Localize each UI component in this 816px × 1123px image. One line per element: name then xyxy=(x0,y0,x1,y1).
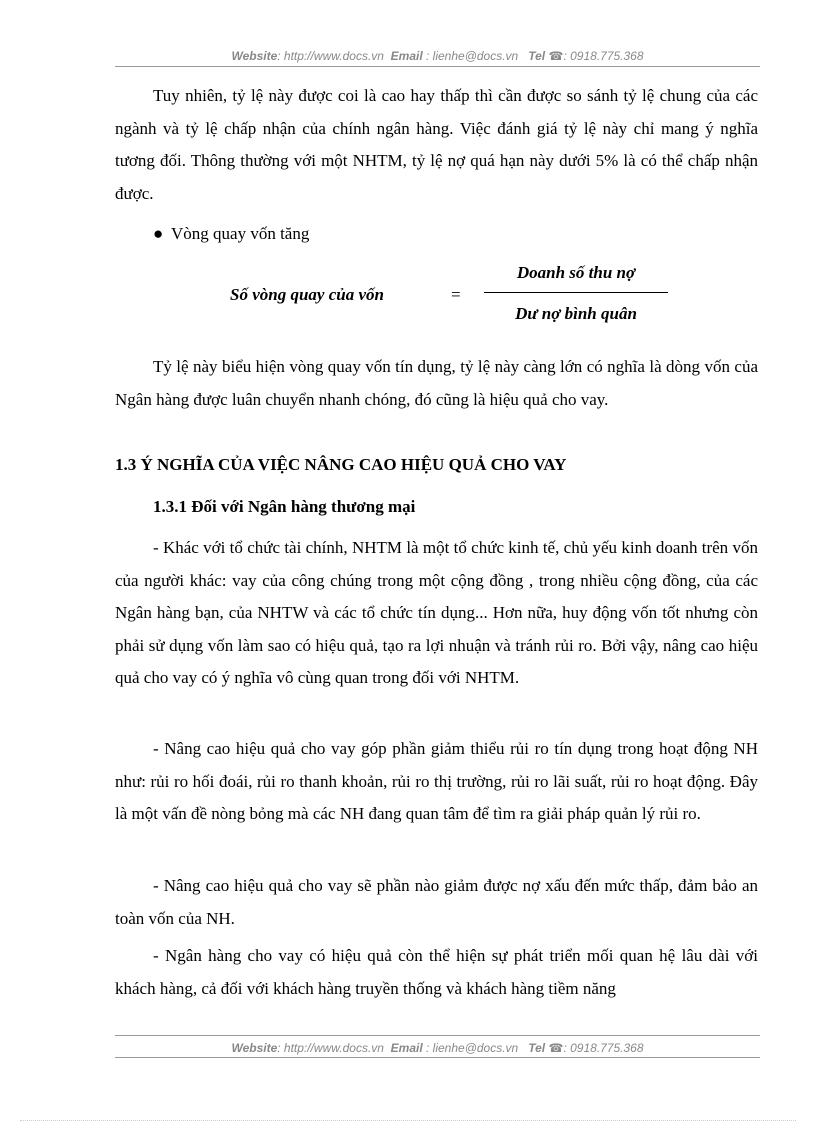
header-email-address[interactable]: : lienhe@docs.vn xyxy=(426,49,519,63)
footer-email-address[interactable]: : lienhe@docs.vn xyxy=(426,1041,519,1055)
section-heading: 1.3 Ý NGHĨA CỦA VIỆC NÂNG CAO HIỆU QUẢ CHO VAY xyxy=(115,455,567,474)
subsection-heading: 1.3.1 Đối với Ngân hàng thương mại xyxy=(153,497,416,516)
header-website-label: Website xyxy=(231,49,278,63)
page-edge-divider xyxy=(20,1120,796,1121)
footer-website-url[interactable]: : http://www.docs.vn xyxy=(277,1041,384,1055)
header-email-label: Email xyxy=(390,49,423,63)
phone-icon: ☎ xyxy=(548,49,564,63)
formula-fraction-bar xyxy=(484,292,668,293)
formula-left-side: Số vòng quay của vốn xyxy=(230,285,384,304)
footer-rule-top xyxy=(115,1035,760,1036)
header-rule xyxy=(115,66,760,67)
footer-rule-bottom xyxy=(115,1057,760,1058)
body-paragraph-1: Tuy nhiên, tỷ lệ này được coi là cao hay thấp thì cần được so sánh tỷ lệ chung của các ngành và tỷ lệ chấp nhận của chính ngân hàng. Việc đánh giá tỷ lệ này chỉ mang ý nghĩa tương đối. Thông thường với một NHTM, tỷ lệ nợ quá hạn này dưới 5% là có thể chấp nhận được. xyxy=(115,86,758,203)
bullet-text: Vòng quay vốn tăng xyxy=(171,224,310,243)
body-paragraph-2: Tỷ lệ này biểu hiện vòng quay vốn tín dụng, tỷ lệ này càng lớn có nghĩa là dòng vốn của Ngân hàng được luân chuyển nhanh chóng, đó cũng là hiệu quả cho vay. xyxy=(115,357,758,409)
body-paragraph-3: - Khác với tổ chức tài chính, NHTM là một tổ chức kinh tế, chủ yếu kinh doanh trên vốn của người khác: vay của công chúng trong một cộng đồng , trong nhiều cộng đồng, của các Ngân hàng bạn, của NHTW và các tổ chức tín dụng... Hơn nữa, huy động vốn tốt nhưng còn phải sử dụng vốn làm sao có hiệu quả, tạo ra lợi nhuận và tránh rủi ro. Bởi vậy, nâng cao hiệu quả cho vay có ý nghĩa vô cùng quan trong đối với NHTM. xyxy=(115,538,758,687)
formula-equals: = xyxy=(451,285,461,304)
header-tel-label: Tel xyxy=(528,49,546,63)
header-tel-number: : 0918.775.368 xyxy=(563,49,644,63)
footer-tel-label: Tel xyxy=(528,1041,546,1055)
footer-email-label: Email xyxy=(390,1041,423,1055)
page-header xyxy=(115,48,760,64)
footer-website-label: Website xyxy=(231,1041,278,1055)
formula-denominator: Dư nợ bình quân xyxy=(515,304,637,323)
footer-tel-number: : 0918.775.368 xyxy=(563,1041,644,1055)
body-paragraph-5: - Nâng cao hiệu quả cho vay sẽ phần nào giảm được nợ xấu đến mức thấp, đảm bảo an toàn vốn của NH. xyxy=(115,876,758,928)
phone-icon: ☎ xyxy=(548,1041,564,1055)
bullet-item xyxy=(153,222,309,246)
bullet-dot-icon: ● xyxy=(153,224,164,243)
page-footer xyxy=(115,1040,760,1056)
body-paragraph-6: - Ngân hàng cho vay có hiệu quả còn thể hiện sự phát triển mối quan hệ lâu dài với khách hàng, cả đối với khách hàng truyền thống và khách hàng tiềm năng xyxy=(115,946,758,998)
formula-numerator: Doanh số thu nợ xyxy=(516,263,636,282)
body-paragraph-4: - Nâng cao hiệu quả cho vay góp phần giảm thiểu rủi ro tín dụng trong hoạt động NH như: rủi ro hối đoái, rủi ro thanh khoản, rủi ro thị trường, rủi ro lãi suất, rủi ro hoạt động. Đây là một vấn đề nòng bỏng mà các NH đang quan tâm để tìm ra giải pháp quản lý rủi ro. xyxy=(115,739,758,823)
header-website-url[interactable]: : http://www.docs.vn xyxy=(277,49,384,63)
